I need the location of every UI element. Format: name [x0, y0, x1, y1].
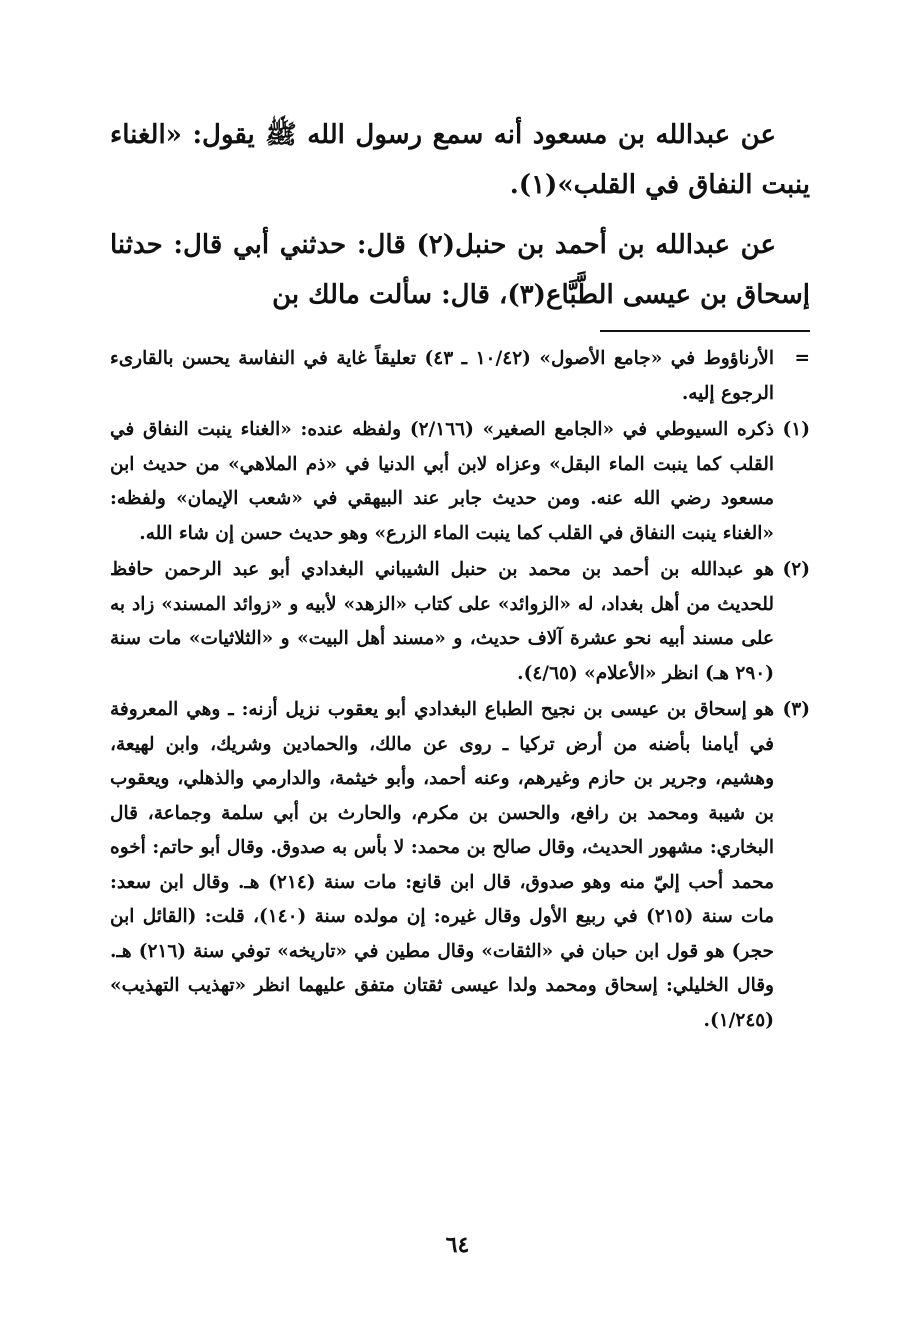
footnote-3 — [110, 693, 810, 1038]
footnote-marker: (٣) — [782, 699, 810, 720]
footnote-marker: (١) — [782, 419, 810, 440]
footnotes — [110, 342, 810, 1038]
footnote-text: هو إسحاق بن عيسى بن نجيح الطباع البغدادي أبو يعقوب نزيل أزنه: ـ وهي المعروفة في أيامنا بأضنه من أرض تركيا ـ روى عن مالك، والحمادين وشريك، وابن لهيعة، وهشيم، وجرير بن حازم وغيرهم، وعنه أحمد، وأبو خيثمة، والدارمي والذهلي، ويعقوب بن شيبة ومحمد بن رافع، والحسن بن مكرم، والحارث بن أبي سلمة وجماعة، قال البخاري: مشهور الحديث، وقال صالح بن محمد: لا بأس به صدوق. وقال أبو حاتم: أخوه محمد أحب إليّ منه وهو صدوق، قال ابن قانع: مات سنة (٢١٤) هـ. وقال ابن سعد: مات سنة (٢١٥) في ربيع الأول وقال غيره: إن مولده سنة (١٤٠)، قلت: (القائل ابن حجر) هو قول ابن حبان في «الثقات» وقال مطين في «تاريخه» توفي سنة (٢١٦) هـ. وقال الخليلي: إسحاق ومحمد ولدا عيسى ثقتان متفق عليهما انظر «تهذيب التهذيب» (١/٢٤٥). — [110, 699, 774, 1031]
footnote-separator — [600, 330, 810, 332]
page-body — [110, 110, 810, 1040]
footnote-marker: (٢) — [782, 559, 810, 580]
footnote-text: هو عبدالله بن أحمد بن محمد بن حنبل الشيباني البغدادي أبو عبد الرحمن حافظ للحديث من أهل بغداد، له «الزوائد» على كتاب «الزهد» لأبيه و «زوائد المسند» زاد به على مسند أبيه نحو عشرة آلاف حديث، و «مسند أهل البيت» و «الثلاثيات» مات سنة (٢٩٠ هـ) انظر «الأعلام» (٤/٦٥). — [110, 559, 774, 684]
main-paragraph-1: عن عبدالله بن مسعود أنه سمع رسول الله ﷺ يقول: «الغناء ينبت النفاق في القلب»(١). — [110, 120, 810, 200]
footnote-text: ذكره السيوطي في «الجامع الصغير» (٢/١٦٦) ولفظه عنده: «الغناء ينبت النفاق في القلب كما ينبت الماء البقل» وعزاه لابن أبي الدنيا في «ذم الملاهي» من حديث ابن مسعود رضي الله عنه. ومن حديث جابر عند البيهقي في «شعب الإيمان» ولفظه: «الغناء ينبت النفاق في القلب كما ينبت الماء الزرع» وهو حديث حسن إن شاء الله. — [110, 419, 774, 544]
footnote-marker: = — [794, 348, 810, 369]
footnote-text: الأرناؤوط في «جامع الأصول» (١٠/٤٢ ـ ٤٣) تعليقاً غاية في النفاسة يحسن بالقارىء الرجوع إليه. — [110, 348, 774, 404]
footnote-1 — [110, 413, 810, 551]
footnote-continuation — [110, 342, 810, 411]
footnote-2 — [110, 553, 810, 691]
page-number: ٦٤ — [445, 1232, 470, 1258]
main-paragraph-2: عن عبدالله بن أحمد بن حنبل(٢) قال: حدثني أبي قال: حدثنا إسحاق بن عيسى الطَّبَّاع(٣)، قال: سألت مالك بن — [110, 230, 810, 310]
